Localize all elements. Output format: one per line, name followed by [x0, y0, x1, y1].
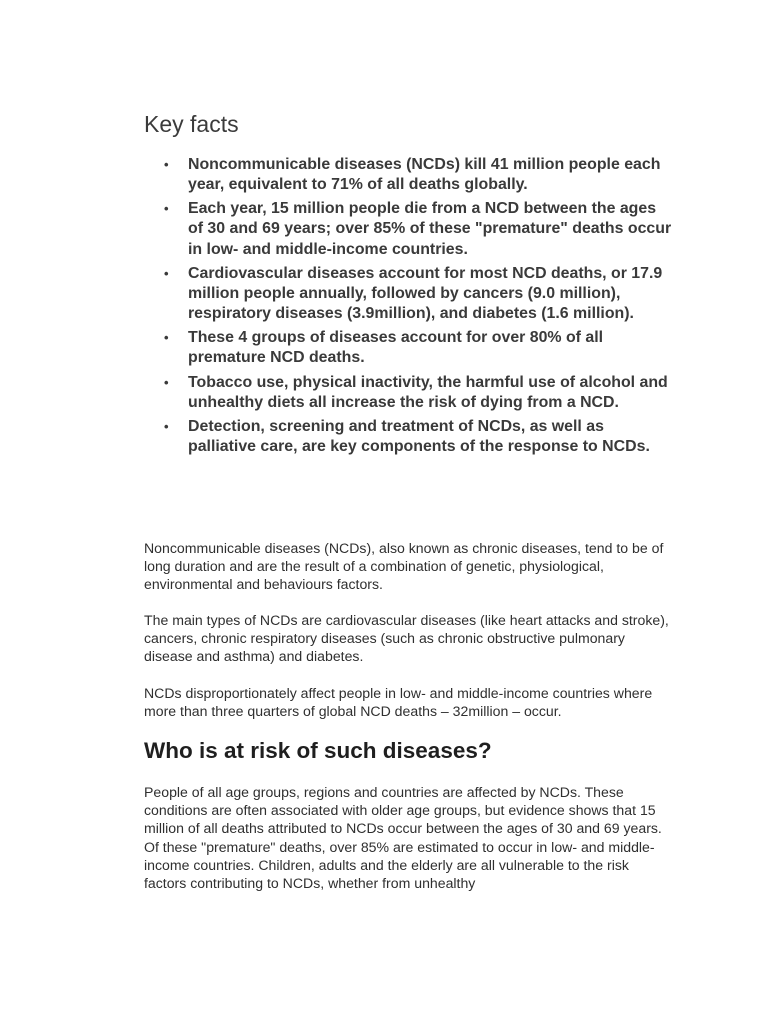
bullet-icon: •	[164, 157, 169, 172]
ncd-types-paragraph: The main types of NCDs are cardiovascular diseases (like heart attacks and stroke), cancers, chronic respiratory diseases (such as chronic obstructive pulmonary disease and asthma) and diabetes.	[144, 612, 669, 665]
key-fact-text: Cardiovascular diseases account for most NCD deaths, or 17.9 million people annually, followed by cancers (9.0 million), respiratory diseases (3.9million), and diabetes (1.6 million).	[188, 264, 663, 323]
key-fact-text: Each year, 15 million people die from a NCD between the ages of 30 and 69 years; over 85% of these "premature" deaths occur in low- and middle-income countries.	[188, 200, 672, 258]
bullet-icon: •	[164, 201, 169, 217]
risk-heading: Who is at risk of such diseases?	[144, 738, 492, 763]
bullet-icon: •	[164, 374, 169, 390]
key-fact-item	[144, 155, 674, 195]
key-fact-text: These 4 groups of diseases account for over 80% of all premature NCD deaths.	[188, 329, 604, 367]
intro-paragraph: Noncommunicable diseases (NCDs), also known as chronic diseases, tend to be of long duration and are the result of a combination of genetic, physiological, environmental and behaviours factors.	[144, 540, 664, 593]
key-fact-item	[144, 373, 674, 413]
bullet-icon: •	[164, 265, 169, 281]
key-fact-item	[144, 199, 674, 259]
key-fact-text: Tobacco use, physical inactivity, the harmful use of alcohol and unhealthy diets all increase the risk of dying from a NCD.	[188, 373, 668, 411]
risk-paragraph: People of all age groups, regions and countries are affected by NCDs. These conditions are often associated with older age groups, but evidence shows that 15 million of all deaths attributed to NCDs occur between the ages of 30 and 69 years. Of these "premature" deaths, over 85% are estimated to occur in low- and middle-income countries. Children, adults and the elderly are all vulnerable to the risk factors contributing to NCDs, whether from unhealthy	[144, 784, 662, 892]
key-fact-item	[144, 264, 674, 324]
key-facts-list	[144, 155, 674, 461]
key-fact-text: Noncommunicable diseases (NCDs) kill 41 million people each year, equivalent to 71% of all deaths globally.	[188, 156, 661, 194]
bullet-icon: •	[164, 419, 169, 435]
bullet-icon: •	[164, 330, 169, 346]
key-fact-text: Detection, screening and treatment of NCDs, as well as palliative care, are key components of the response to NCDs.	[188, 418, 650, 456]
ncd-burden-paragraph: NCDs disproportionately affect people in low- and middle-income countries where more than three quarters of global NCD deaths – 32million – occur.	[144, 685, 653, 720]
key-fact-item	[144, 417, 674, 457]
key-facts-heading: Key facts	[144, 111, 239, 137]
key-fact-item	[144, 328, 674, 368]
